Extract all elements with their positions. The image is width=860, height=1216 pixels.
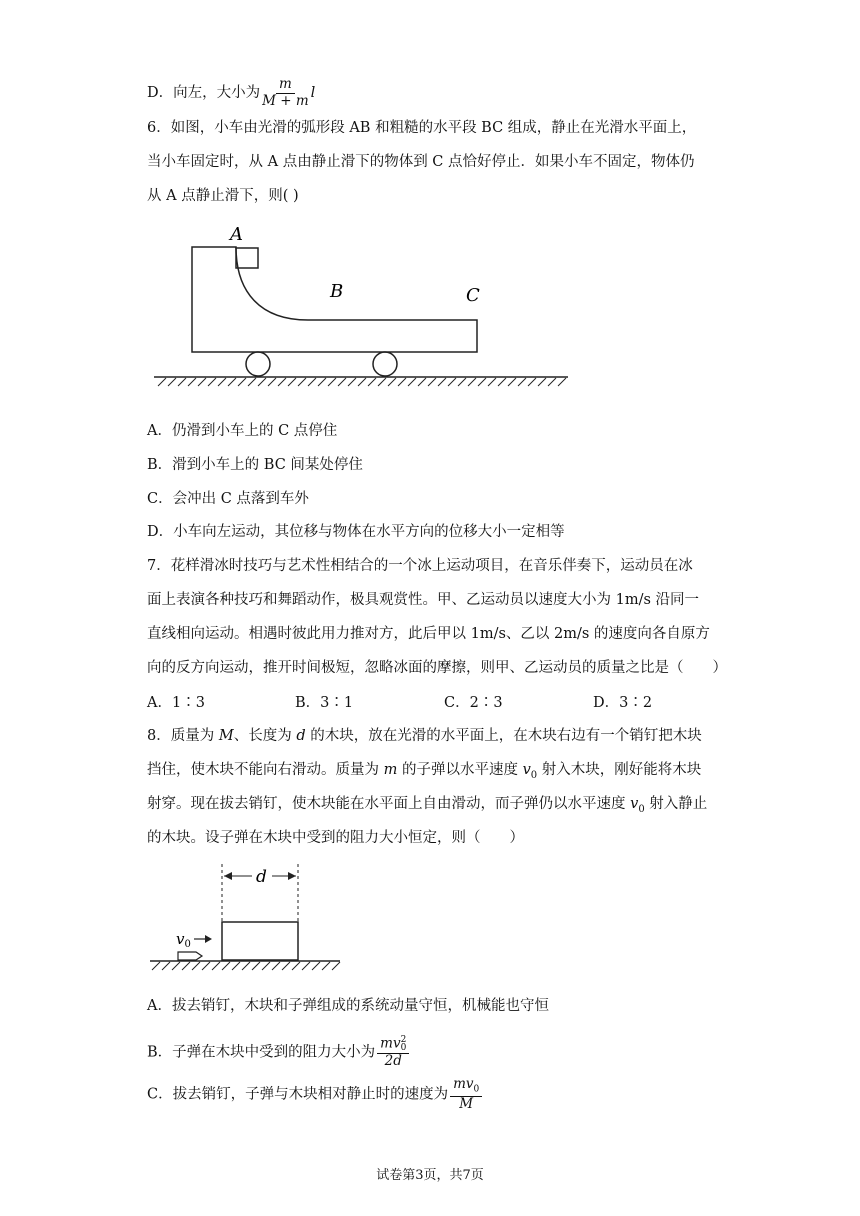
numerator-text: mv <box>380 1035 401 1052</box>
q7-stem-line-4: 向的反方向运动，推开时间极短，忽略冰面的摩擦，则甲、乙运动员的质量之比是（ ） <box>147 660 727 676</box>
symbol-m: m <box>383 762 398 778</box>
wood-block <box>222 922 298 960</box>
cart-wheel-left <box>246 352 270 376</box>
subscript: 0 <box>400 1043 407 1054</box>
q5-option-d-prefix: D．向左，大小为 <box>147 85 261 101</box>
arrow-left-icon <box>224 872 232 880</box>
q8-option-a: A．拔去销钉，木块和子弹组成的系统动量守恒，机械能也守恒 <box>147 998 549 1014</box>
symbol-v: v <box>176 930 185 948</box>
bullet <box>178 952 202 960</box>
q6-stem-line-2: 当小车固定时，从 A 点由静止滑下的物体到 C 点恰好停止．如果小车不固定，物体仍 <box>147 154 695 170</box>
q8-option-b <box>147 1036 411 1069</box>
q7-option-d: D．3∶2 <box>593 695 653 711</box>
text: 的木块，放在光滑的水平面上，在木块右边有一个销钉把木块 <box>305 728 702 744</box>
velocity-arrow-icon <box>205 935 212 943</box>
q6-stem-line-1: 6．如图，小车由光滑的弧形段 AB 和粗糙的水平段 BC 组成，静止在光滑水平面上， <box>147 120 697 136</box>
label-v0 <box>176 930 191 950</box>
q7-stem-line-2: 面上表演各种技巧和舞蹈动作，极具观赏性。甲、乙运动员以速度大小为 1m/s 沿同一 <box>147 592 700 608</box>
q6-stem-line-3: 从 A 点静止滑下，则( ) <box>147 188 299 204</box>
label-b: B <box>330 281 344 302</box>
q8-stem-line-2 <box>147 760 701 786</box>
fraction-denominator: M + m <box>262 92 309 109</box>
label-c: C <box>466 285 480 306</box>
symbol-v: v <box>630 796 639 812</box>
q8-stem-line-4: 的木块。设子弹在木块中受到的阻力大小恒定，则（ ） <box>147 830 524 846</box>
q8-option-c-fraction <box>450 1078 482 1111</box>
q7-stem-line-1: 7．花样滑冰时技巧与艺术性相结合的一个冰上运动项目，在音乐伴奏下，运动员在冰 <box>147 558 693 574</box>
subscript: 0 <box>184 939 191 950</box>
q6-option-a: A．仍滑到小车上的 C 点停住 <box>147 423 338 439</box>
q8-stem-line-1 <box>147 726 702 746</box>
q8-option-b-fraction <box>377 1036 409 1069</box>
symbol-d: d <box>296 728 306 744</box>
object-block <box>236 248 258 268</box>
q5-option-d <box>147 78 315 108</box>
label-d: d <box>256 867 267 887</box>
q6-option-b: B．滑到小车上的 BC 间某处停住 <box>147 457 363 473</box>
q7-option-c: C．2∶3 <box>444 695 503 711</box>
superscript: 2 <box>400 1035 407 1045</box>
sup-sub-stack <box>401 1036 407 1052</box>
q8-option-c <box>147 1078 484 1111</box>
q6-option-c: C．会冲出 C 点落到车外 <box>147 491 309 507</box>
cart-wheel-right <box>373 352 397 376</box>
q7-option-a: A．1∶3 <box>147 695 205 711</box>
q5-option-d-suffix: l <box>310 85 316 101</box>
text: 的子弹以水平速度 <box>397 762 523 778</box>
subscript: 0 <box>473 1084 480 1095</box>
ground-hatching <box>158 378 566 386</box>
text: 8．质量为 <box>147 728 219 744</box>
subscript: 0 <box>638 803 645 815</box>
symbol-v: v <box>522 762 531 778</box>
text: 挡住，使木块不能向右滑动。质量为 <box>147 762 384 778</box>
fraction-denominator: 2d <box>384 1053 402 1070</box>
q5-option-d-fraction <box>262 78 309 108</box>
q8-bullet-block-figure <box>148 862 344 977</box>
label-a: A <box>230 224 243 245</box>
q6-cart-figure <box>150 220 575 390</box>
fraction-numerator <box>450 1078 482 1097</box>
text: 射入静止 <box>644 796 708 812</box>
q8-option-c-prefix: C．拔去销钉，子弹与木块相对静止时的速度为 <box>147 1086 449 1103</box>
fraction-numerator <box>377 1036 409 1054</box>
q7-options <box>147 691 707 711</box>
text: 射入木块，刚好能将木块 <box>537 762 702 778</box>
page-footer: 试卷第3页，共7页 <box>376 1168 484 1183</box>
numerator-text: mv <box>453 1076 474 1092</box>
q6-option-d: D．小车向左运动，其位移与物体在水平方向的位移大小一定相等 <box>147 524 565 540</box>
q8-option-b-prefix: B．子弹在木块中受到的阻力大小为 <box>147 1044 376 1061</box>
fraction-denominator: M <box>459 1095 474 1112</box>
arrow-right-icon <box>288 872 296 880</box>
q7-stem-line-3: 直线相向运动。相遇时彼此用力推对方，此后甲以 1m/s、乙以 2m/s 的速度向各自原方 <box>147 626 710 642</box>
subscript: 0 <box>530 769 538 781</box>
fraction-numerator: m <box>276 78 295 94</box>
q7-option-b: B．3∶1 <box>295 695 354 711</box>
symbol-m-upper: M <box>218 728 234 744</box>
text: 射穿。现在拔去销钉，使木块能在水平面上自由滑动，而子弹仍以水平速度 <box>147 796 631 812</box>
text: 、长度为 <box>233 728 297 744</box>
ground-hatching <box>152 962 340 970</box>
q8-stem-line-3 <box>147 794 707 820</box>
